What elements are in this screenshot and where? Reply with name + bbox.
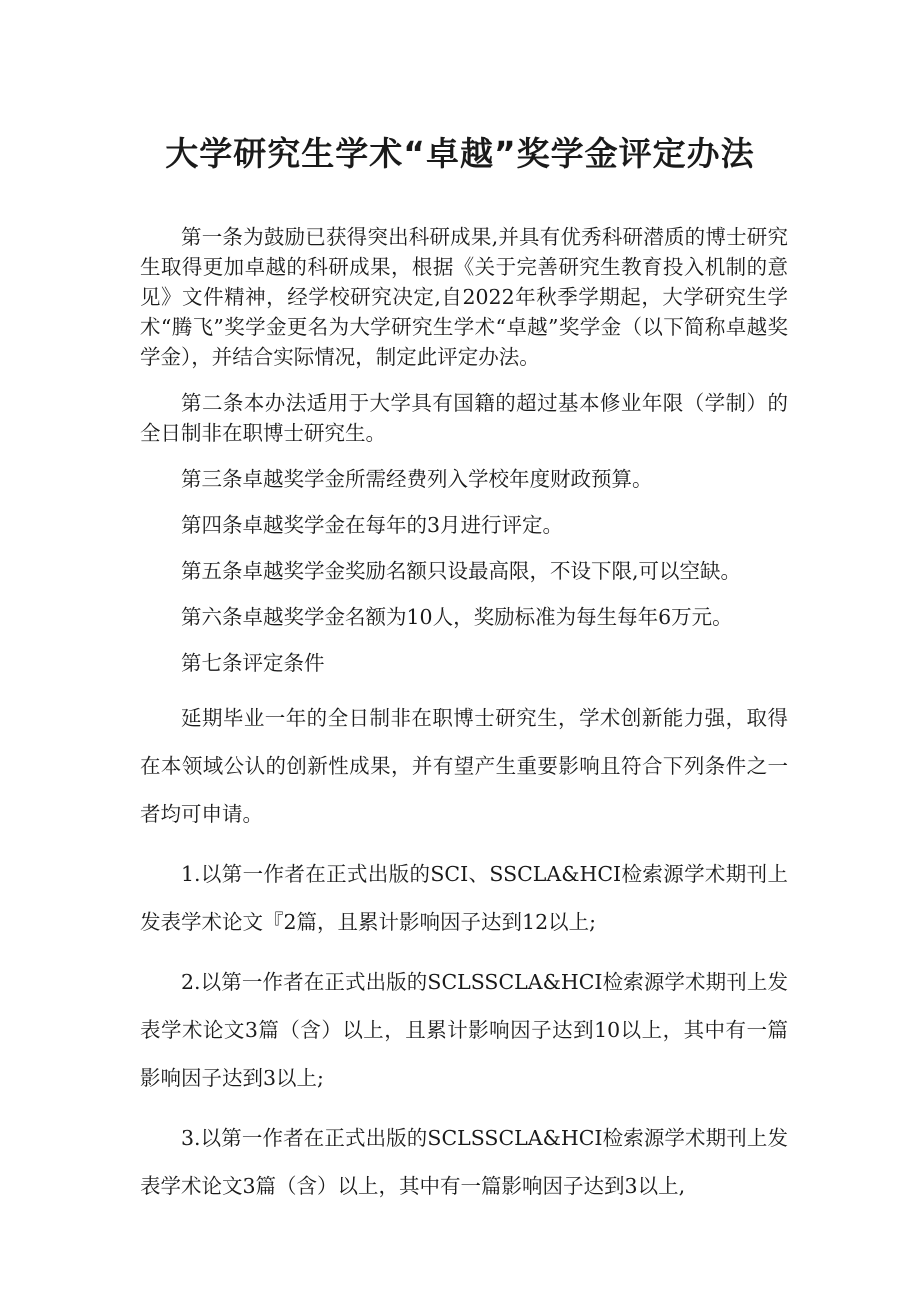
article-7-heading: 第七条评定条件	[181, 651, 325, 675]
article-1-paragraph: 第一条为鼓励已获得突出科研成果,并具有优秀科研潜质的博士研究生取得更加卓越的科研成果，根据《关于完善研究生教育投入机制的意见》文件精神，经学校研究决定,自2022年秋季学期起，大学研究生学术“腾飞”奖学金更名为大学研究生学术“卓越”奖学金（以下简称卓越奖学金），并结合实际情况，制定此评定办法。	[140, 225, 788, 369]
eligibility-paragraph: 延期毕业一年的全日制非在职博士研究生，学术创新能力强，取得在本领域公认的创新性成果，并有望产生重要影响且符合下列条件之一者均可申请。	[140, 706, 788, 826]
condition-2-item: 2.以第一作者在正式出版的SCLSSCLA&HCI检索源学术期刊上发表学术论文3篇（含）以上，且累计影响因子达到10以上，其中有一篇影响因子达到3以上;	[140, 970, 788, 1090]
article-3-paragraph: 第三条卓越奖学金所需经费列入学校年度财政预算。	[181, 467, 653, 491]
article-6-paragraph: 第六条卓越奖学金名额为10人，奖励标准为每生每年6万元。	[181, 605, 733, 629]
document-title: 大学研究生学术“卓越”奖学金评定办法	[165, 134, 755, 173]
document-body	[140, 222, 788, 1210]
article-5-paragraph: 第五条卓越奖学金奖励名额只设最高限，不设下限,可以空缺。	[181, 559, 742, 583]
article-4-paragraph: 第四条卓越奖学金在每年的3月进行评定。	[181, 513, 564, 537]
condition-1-item: 1.以第一作者在正式出版的SCI、SSCLA&HCI检索源学术期刊上发表学术论文『2篇，且累计影响因子达到12以上;	[140, 862, 788, 934]
article-2-paragraph: 第二条本办法适用于大学具有国籍的超过基本修业年限（学制）的全日制非在职博士研究生。	[140, 391, 788, 445]
condition-3-item: 3.以第一作者在正式出版的SCLSSCLA&HCI检索源学术期刊上发表学术论文3篇（含）以上，其中有一篇影响因子达到3以上,	[140, 1126, 788, 1198]
